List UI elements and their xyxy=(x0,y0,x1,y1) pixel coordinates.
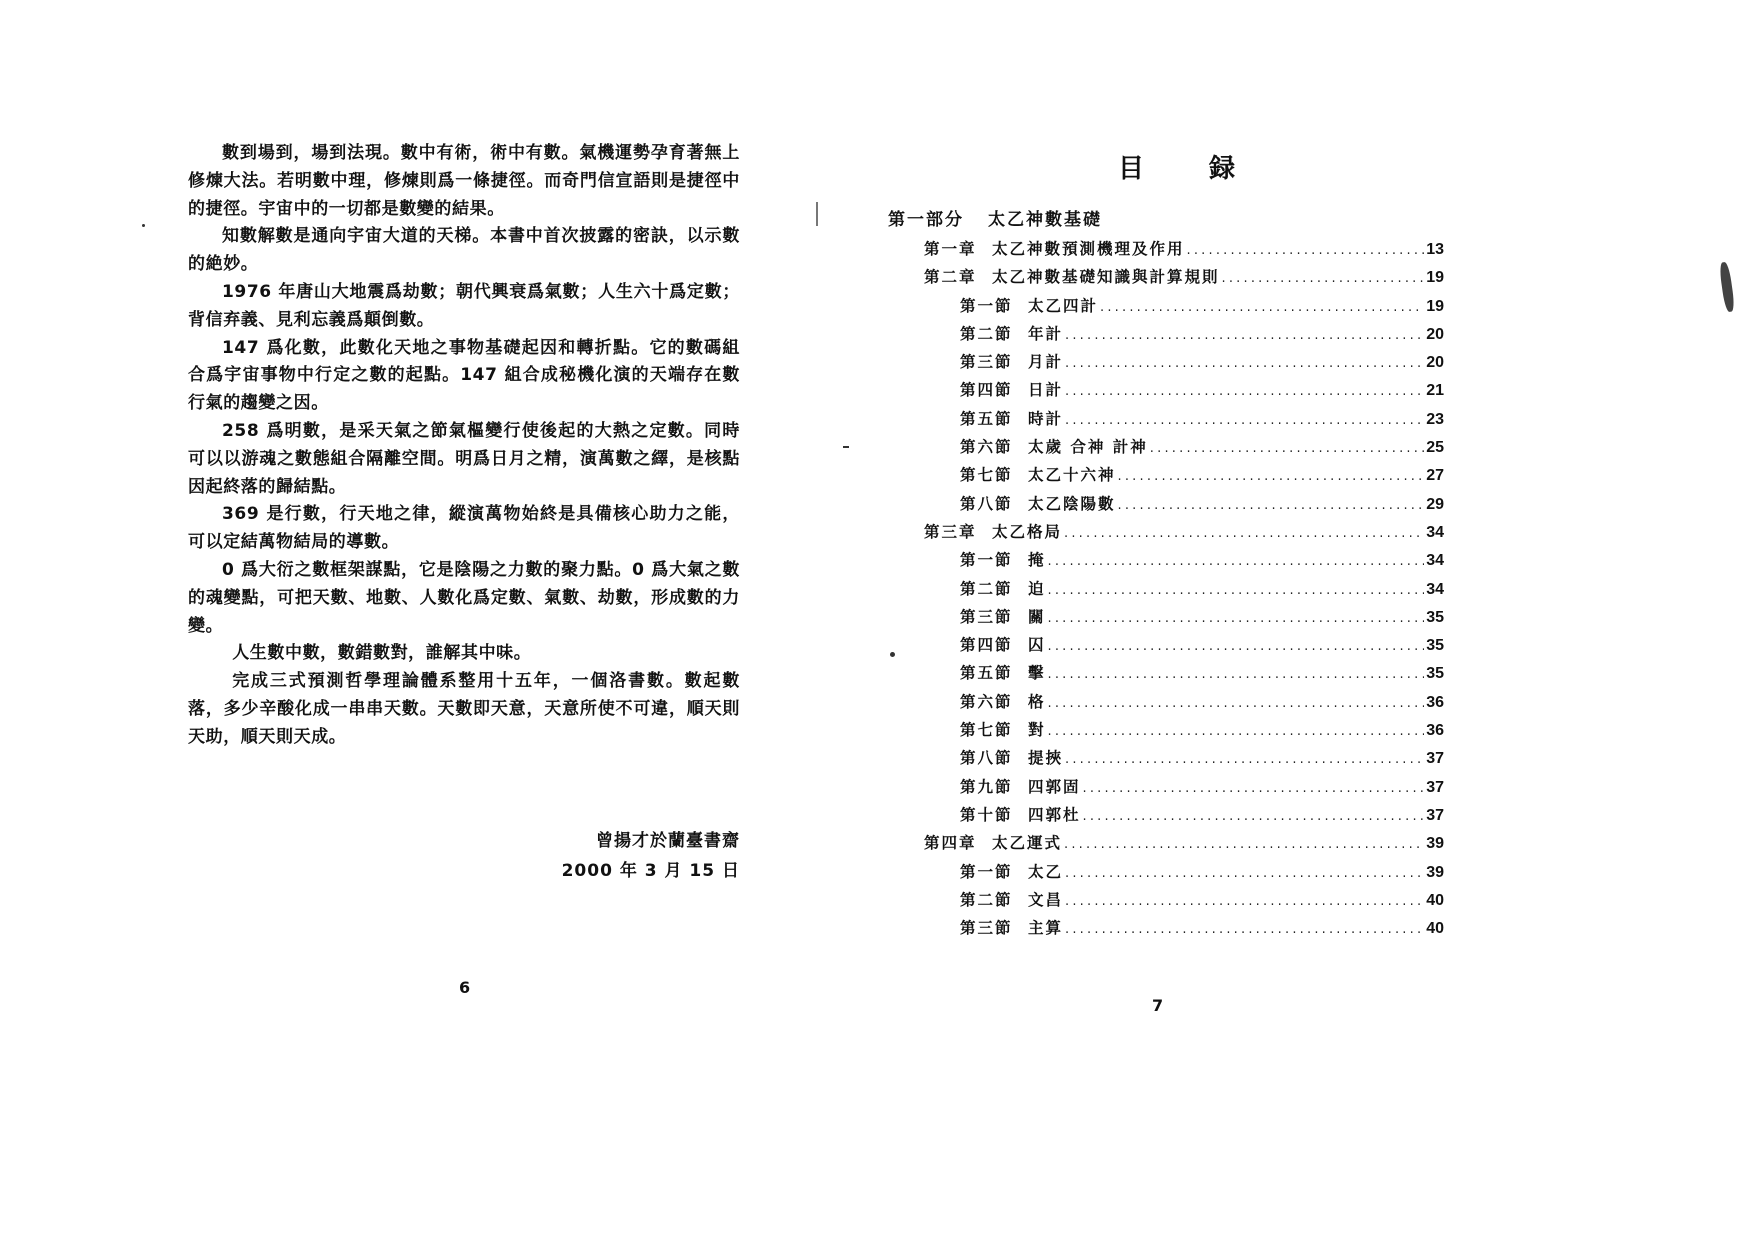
toc-entry-page: 19 xyxy=(1426,297,1444,315)
toc-entry-title: 時計 xyxy=(1028,409,1064,428)
toc-entry-number: 第二章 xyxy=(924,268,977,287)
dot-leader xyxy=(1100,300,1424,315)
toc-entry-number: 第八節 xyxy=(960,749,1013,768)
toc-entry-title: 太乙陰陽數 xyxy=(1028,494,1116,513)
scan-speck xyxy=(816,202,818,226)
toc-entry-chapter xyxy=(888,520,1444,548)
page-number-left: 6 xyxy=(459,978,471,997)
toc-entry-number: 第一節 xyxy=(960,551,1013,570)
paragraph: 0 爲大衍之數框架謀點，它是陰陽之力數的聚力點。0 爲大氣之數的魂變點，可把天數、地數、人數化爲定數、氣數、劫數，形成數的力變。 xyxy=(188,559,740,636)
dot-leader xyxy=(1048,667,1425,682)
paragraph: 258 爲明數，是采天氣之節氣樞變行使後起的大熱之定數。同時可以以游魂之數態組合隔離空間。明爲日月之精，演萬數之繹，是核點因起終落的歸結點。 xyxy=(188,420,740,497)
toc-entry-page: 34 xyxy=(1426,523,1444,541)
toc-entry-number: 第七節 xyxy=(960,466,1013,485)
paragraph: 知數解數是通向宇宙大道的天梯。本書中首次披露的密訣，以示數的絶妙。 xyxy=(188,226,740,275)
toc-entry-number: 第五節 xyxy=(960,409,1013,428)
toc-entry-title: 太乙四計 xyxy=(1028,296,1099,315)
paragraph: 1976 年唐山大地震爲劫數；朝代興衰爲氣數；人生六十爲定數；背信弃義、見利忘義爲顛倒數。 xyxy=(188,281,740,330)
dot-leader xyxy=(1065,894,1424,909)
dot-leader xyxy=(1150,441,1424,456)
dot-leader xyxy=(1065,384,1424,399)
toc-entry-page: 20 xyxy=(1426,325,1444,343)
toc-entry-section xyxy=(888,803,1444,831)
paragraph: 完成三式預測哲學理論體系整用十五年，一個洛書數。數起數落，多少辛酸化成一串串天數。天數即天意，天意所使不可違，順天則天助，順天則天成。 xyxy=(188,671,740,747)
toc-entry-section xyxy=(888,435,1444,463)
toc-entry-title: 太乙格局 xyxy=(992,522,1063,541)
toc-entry-number: 第八節 xyxy=(960,494,1013,513)
toc-entry-page: 36 xyxy=(1426,722,1444,740)
toc-entry-section xyxy=(888,661,1444,689)
toc-entry-page: 37 xyxy=(1426,778,1444,796)
toc-entry-section xyxy=(888,294,1444,322)
toc-entry-number: 第四節 xyxy=(960,636,1013,655)
signature-block xyxy=(560,826,740,886)
scan-speck xyxy=(142,224,145,227)
dot-leader xyxy=(1065,356,1424,371)
toc-entry-title: 四郭固 xyxy=(1028,777,1081,796)
date-line: 2000 年 3 月 15 日 xyxy=(561,861,740,881)
toc-entry-page: 34 xyxy=(1426,552,1444,570)
dot-leader xyxy=(1065,413,1424,428)
toc-entry-section xyxy=(888,888,1444,916)
toc-entry-page: 13 xyxy=(1426,241,1444,258)
toc-entry-section xyxy=(888,860,1444,888)
toc-entry-section xyxy=(888,350,1444,378)
dot-leader xyxy=(1064,837,1424,852)
dot-leader xyxy=(1118,498,1425,513)
dot-leader xyxy=(1083,781,1425,796)
toc-entry-number: 第一節 xyxy=(960,296,1013,315)
toc-entry-page: 29 xyxy=(1426,495,1444,513)
toc-entry-title: 太歲 合神 計神 xyxy=(1028,438,1148,457)
dot-leader xyxy=(1083,809,1425,824)
toc-entry-title: 迫 xyxy=(1028,579,1046,598)
toc-entry-title: 提挾 xyxy=(1028,749,1064,768)
toc-entry-number: 第十節 xyxy=(960,805,1013,824)
toc-entry-part xyxy=(888,205,1444,237)
toc-entry-page: 25 xyxy=(1426,439,1444,457)
toc-entry-title: 對 xyxy=(1028,721,1046,740)
toc-entry-number: 第三節 xyxy=(960,919,1013,938)
toc-entry-page: 36 xyxy=(1426,693,1444,711)
toc-entry-page: 23 xyxy=(1426,410,1444,428)
toc-entry-title: 太乙神數預測機理及作用 xyxy=(992,240,1185,258)
toc-entry-section xyxy=(888,407,1444,435)
toc-entry-page: 21 xyxy=(1426,382,1444,400)
toc-entry-section xyxy=(888,378,1444,406)
toc-title: 目 録 xyxy=(1118,154,1264,184)
paragraph: 369 是行數，行天地之律，縱演萬物始終是具備核心助力之能，可以定結萬物結局的導數。 xyxy=(188,504,740,553)
toc-entry-number: 第六節 xyxy=(960,438,1013,457)
toc-entry-section xyxy=(888,916,1444,944)
toc-entry-title: 月計 xyxy=(1028,353,1064,372)
toc-entry-page: 40 xyxy=(1426,891,1444,909)
dot-leader xyxy=(1065,328,1424,343)
dot-leader xyxy=(1048,696,1425,711)
paragraph: 數到場到，場到法現。數中有術，術中有數。氣機運勢孕育著無上修煉大法。若明數中理，修煉則爲一條捷徑。而奇門信宣語則是捷徑中的捷徑。宇宙中的一切都是數變的結果。 xyxy=(188,143,740,219)
toc-entry-chapter xyxy=(888,831,1444,859)
scan-speck xyxy=(843,446,849,448)
toc-entry-page: 37 xyxy=(1426,750,1444,768)
preface-text xyxy=(188,140,740,752)
dot-leader xyxy=(1187,243,1425,258)
toc-entry-section xyxy=(888,322,1444,350)
table-of-contents xyxy=(888,205,1444,944)
toc-entry-page: 34 xyxy=(1426,580,1444,598)
toc-entry-number: 第一章 xyxy=(924,240,977,258)
toc-entry-page: 35 xyxy=(1426,608,1444,626)
toc-entry-number: 第三節 xyxy=(960,353,1013,372)
toc-entry-chapter xyxy=(888,237,1444,265)
toc-entry-title: 四郭杜 xyxy=(1028,805,1081,824)
toc-entry-page: 40 xyxy=(1426,920,1444,938)
toc-entry-title: 關 xyxy=(1028,607,1046,626)
scan-smudge xyxy=(1719,262,1736,313)
toc-entry-page: 39 xyxy=(1426,863,1444,881)
toc-entry-section xyxy=(888,577,1444,605)
dot-leader xyxy=(1065,752,1424,767)
dot-leader xyxy=(1048,639,1425,654)
toc-entry-title: 太乙神數基礎 xyxy=(988,210,1102,230)
dot-leader xyxy=(1064,526,1424,541)
toc-entry-section xyxy=(888,463,1444,491)
toc-entry-title: 年計 xyxy=(1028,324,1064,343)
toc-entry-title: 太乙 xyxy=(1028,862,1064,881)
toc-entry-title: 文昌 xyxy=(1028,890,1064,909)
toc-entry-page: 39 xyxy=(1426,835,1444,853)
toc-entry-title: 掩 xyxy=(1028,551,1046,570)
toc-entry-chapter xyxy=(888,265,1444,293)
toc-entry-number: 第二節 xyxy=(960,579,1013,598)
toc-entry-title: 擊 xyxy=(1028,664,1046,683)
toc-entry-number: 第一節 xyxy=(960,862,1013,881)
toc-entry-number: 第一部分 xyxy=(888,210,964,230)
toc-entry-title: 囚 xyxy=(1028,636,1046,655)
toc-entry-title: 日計 xyxy=(1028,381,1064,400)
toc-entry-page: 20 xyxy=(1426,354,1444,372)
toc-entry-page: 35 xyxy=(1426,637,1444,655)
toc-entry-section xyxy=(888,633,1444,661)
toc-entry-title: 格 xyxy=(1028,692,1046,711)
toc-entry-number: 第三節 xyxy=(960,607,1013,626)
toc-entry-section xyxy=(888,492,1444,520)
toc-entry-number: 第四章 xyxy=(924,834,977,853)
toc-entry-page: 35 xyxy=(1426,665,1444,683)
toc-entry-title: 太乙運式 xyxy=(992,834,1063,853)
toc-entry-section xyxy=(888,718,1444,746)
dot-leader xyxy=(1118,469,1425,484)
paragraph: 人生數中數，數錯數對，誰解其中味。 xyxy=(232,643,532,664)
toc-entry-number: 第五節 xyxy=(960,664,1013,683)
toc-entry-section xyxy=(888,605,1444,633)
toc-entry-section xyxy=(888,690,1444,718)
page-number-right: 7 xyxy=(1152,996,1164,1015)
toc-entry-section xyxy=(888,775,1444,803)
dot-leader xyxy=(1222,271,1425,286)
toc-entry-number: 第二節 xyxy=(960,324,1013,343)
toc-entry-number: 第四節 xyxy=(960,381,1013,400)
left-page xyxy=(0,0,876,1240)
toc-entry-page: 19 xyxy=(1426,269,1444,287)
scan-speck xyxy=(890,652,895,657)
toc-entry-title: 太乙神數基礎知識與計算規則 xyxy=(992,268,1220,287)
dot-leader xyxy=(1048,583,1425,598)
toc-entry-section xyxy=(888,548,1444,576)
dot-leader xyxy=(1065,922,1424,937)
toc-entry-number: 第二節 xyxy=(960,890,1013,909)
toc-entry-title: 太乙十六神 xyxy=(1028,466,1116,485)
author-line: 曾揚才於蘭臺書齋 xyxy=(596,831,740,851)
toc-entry-number: 第九節 xyxy=(960,777,1013,796)
dot-leader xyxy=(1048,554,1425,569)
dot-leader xyxy=(1048,724,1425,739)
toc-entry-number: 第三章 xyxy=(924,522,977,541)
dot-leader xyxy=(1065,866,1424,881)
paragraph: 147 爲化數，此數化天地之事物基礎起因和轉折點。它的數碼組合爲宇宙事物中行定之數的起點。147 組合成秘機化演的天端存在數行氣的趨變之因。 xyxy=(188,337,740,414)
toc-entry-page: 37 xyxy=(1426,806,1444,824)
toc-entry-page: 27 xyxy=(1426,467,1444,485)
toc-entry-number: 第七節 xyxy=(960,721,1013,740)
toc-entry-section xyxy=(888,746,1444,774)
toc-entry-number: 第六節 xyxy=(960,692,1013,711)
toc-entry-title: 主算 xyxy=(1028,919,1064,938)
dot-leader xyxy=(1048,611,1425,626)
